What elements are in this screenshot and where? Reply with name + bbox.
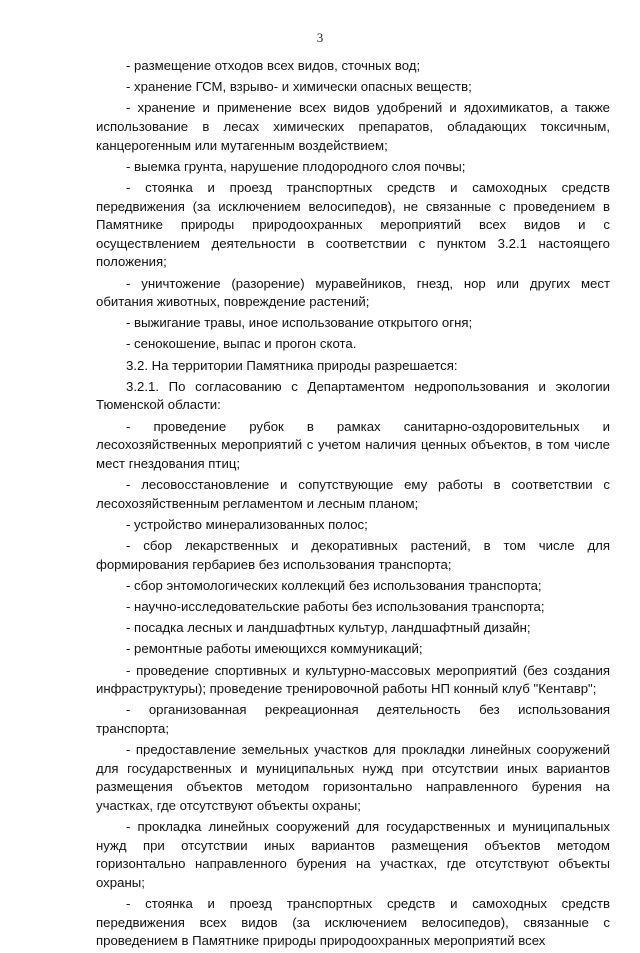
- paragraph: - уничтожение (разорение) муравейников, гнезд, нор или других мест обитания животных, повреждение растений;: [96, 275, 610, 310]
- paragraph: - стоянка и проезд транспортных средств и самоходных средств передвижения всех видов (за исключением велосипедов), связанные с проведением в Памятнике природы природоохранных мероприятий всех: [96, 896, 610, 949]
- paragraph: - проведение рубок в рамках санитарно-оздоровительных и лесохозяйственных мероприятий с учетом наличия ценных объектов, в том числе мест гнездования птиц;: [96, 418, 610, 471]
- paragraph: - ремонтные работы имеющихся коммуникаций;: [126, 641, 423, 657]
- paragraph: - сбор лекарственных и декоративных растений, в том числе для формирования гербариев без использования транспорта;: [96, 537, 610, 572]
- paragraph: - лесовосстановление и сопутствующие ему работы в соответствии с лесохозяйственным регламентом и лесным планом;: [96, 477, 610, 511]
- paragraph: - проведение спортивных и культурно-массовых мероприятий (без создания инфраструктуры); проведение тренировочной работы НП конный клуб "Кентавр";: [96, 662, 610, 697]
- paragraph: - организованная рекреационная деятельность без использования транспорта;: [96, 702, 610, 736]
- paragraph: - размещение отходов всех видов, сточных вод;: [126, 58, 421, 73]
- paragraph: - выжигание травы, иное использование открытого огня;: [126, 315, 473, 331]
- paragraph: - научно-исследовательские работы без использования транспорта;: [126, 598, 545, 614]
- paragraph: - предоставление земельных участков для прокладки линейных сооружений для государственных и муниципальных нужд при отсутствии иных вариантов размещения объектов методом горизонтально направленного бурения на участках, где отсутствуют объекты охраны;: [96, 742, 610, 813]
- paragraph: 3.2. На территории Памятника природы разрешается:: [126, 357, 458, 373]
- paragraph: 3.2.1. По согласованию с Департаментом недропользования и экологии Тюменской области:: [96, 378, 610, 413]
- document-body: [96, 57, 610, 953]
- paragraph: - выемка грунта, нарушение плодородного слоя почвы;: [126, 158, 466, 174]
- paragraph: - сенокошение, выпас и прогон скота.: [126, 336, 357, 352]
- paragraph: - посадка лесных и ландшафтных культур, ландшафтный дизайн;: [126, 620, 531, 636]
- paragraph: - устройство минерализованных полос;: [126, 516, 368, 532]
- paragraph: - хранение ГСМ, взрыво- и химически опасных веществ;: [126, 79, 472, 95]
- paragraph: - хранение и применение всех видов удобрений и ядохимикатов, а также использование в лесах химических препаратов, обладающих токсичным, канцерогенным или мутагенным воздействием;: [96, 100, 610, 153]
- paragraph: - сбор энтомологических коллекций без использования транспорта;: [126, 577, 542, 593]
- page-number: 3: [316, 30, 324, 45]
- paragraph: - стоянка и проезд транспортных средств и самоходных средств передвижения (за исключением велосипедов), не связанные с проведением в Памятнике природы природоохранных мероприятий всех видов и с осуществлением деятельности в соответствии с пунктом 3.2.1 настоящего положения;: [96, 179, 610, 270]
- paragraph: - прокладка линейных сооружений для государственных и муниципальных нужд при отсутствии иных вариантов размещения объектов методом горизонтально направленного бурения на участках, где отсутствуют объекты охраны;: [96, 819, 610, 890]
